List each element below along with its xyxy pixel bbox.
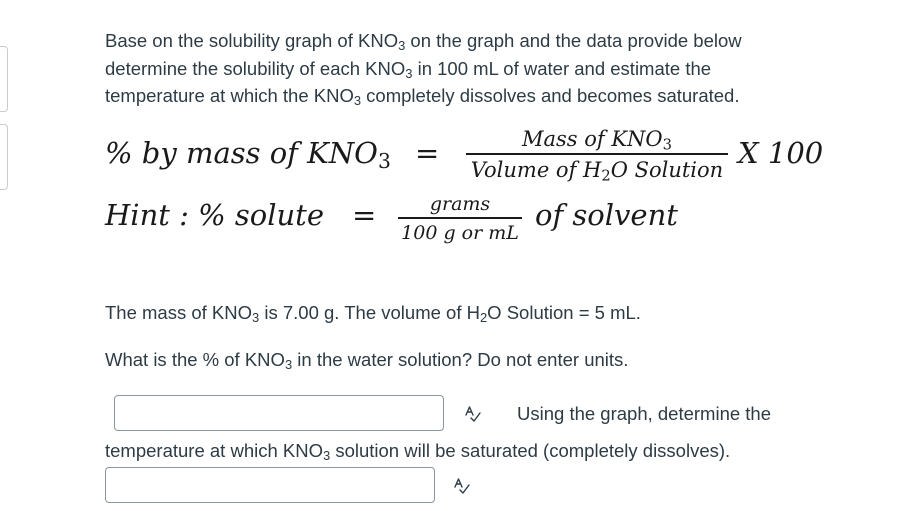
answer-2-input[interactable]: [105, 467, 435, 503]
formula2-numerator: grams: [429, 193, 491, 215]
formula1-lhs: % by mass of $KNO_3$: [105, 136, 391, 174]
answer-1-input[interactable]: [114, 395, 444, 431]
side-tab-top[interactable]: [0, 46, 8, 112]
intro-line-3: temperature at which the $KNO_3$ completely dissolves and becomes saturated.: [105, 85, 740, 109]
formula1-fraction: [466, 126, 728, 183]
question-2-intro: Using the graph, determine the: [517, 403, 772, 424]
formula1-numerator: Mass of $KNO_3$: [522, 127, 672, 154]
formula2-fraction-bar: [398, 217, 522, 219]
formula2-rhs: of solvent: [535, 198, 678, 232]
intro-line-2: determine the solubility of each $KNO_3$ in 100 mL of water and estimate the: [105, 57, 712, 81]
formula1-denominator: Volume of $H_2O$ Solution: [470, 157, 724, 185]
formula2-fraction: [398, 192, 522, 245]
formula1-fraction-bar: [466, 153, 728, 155]
intro-paragraph: [105, 27, 805, 110]
spellcheck-icon[interactable]: [464, 405, 482, 423]
side-tab-bottom[interactable]: [0, 124, 8, 190]
question-2-text: temperature at which $KNO_3$ solution will be saturated (completely dissolves).: [105, 440, 731, 464]
intro-line-1: Base on the solubility graph of $KNO_3$ on the graph and the data provide below: [105, 30, 742, 54]
formula1-equals: =: [415, 136, 440, 170]
spellcheck-icon[interactable]: [453, 477, 471, 495]
question-1: What is the % of $KNO_3$ in the water solution? Do not enter units.: [105, 349, 629, 373]
formula2-lhs: Hint : % solute: [105, 198, 324, 232]
formula2-denominator: 100 g or mL: [401, 221, 519, 244]
formula2-equals: =: [352, 198, 377, 232]
data-statement: The mass of $KNO_3$ is 7.00 g. The volume of $H_2O$ Solution = 5 mL.: [105, 302, 641, 326]
formula1-multiplier: X 100: [738, 136, 824, 170]
